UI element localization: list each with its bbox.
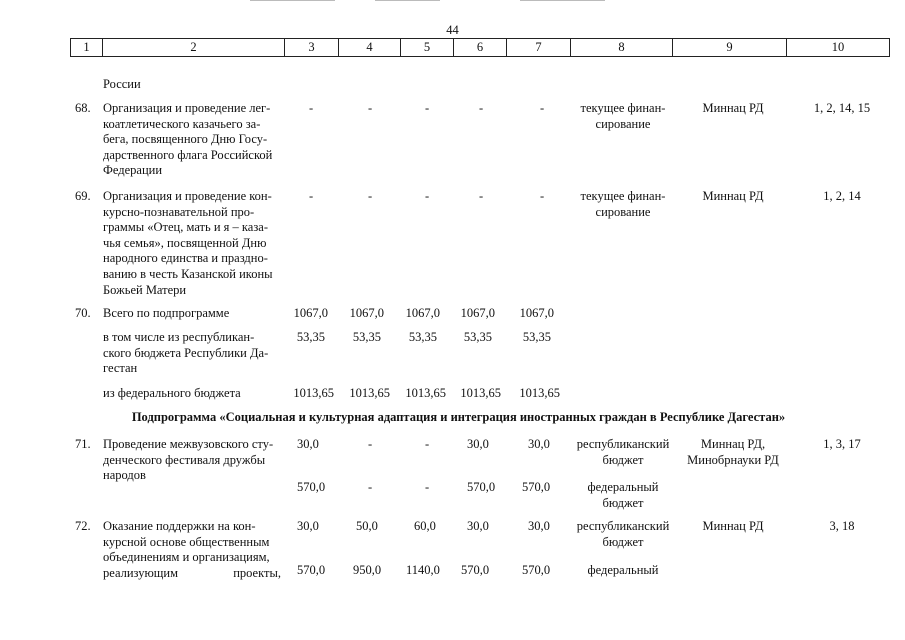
executor: Миннац РД [702, 101, 764, 115]
scan-artifact [250, 0, 335, 1]
row-name: Организация и проведение лег- коатлетического казачьего за- бега, посвященного Дню Госу- дарственного флага Российской Федерации [103, 101, 273, 178]
value-cell: - [309, 189, 314, 203]
value-cell: 1067,0 [293, 306, 328, 320]
value-cell: - [425, 437, 430, 451]
value-cell: - [368, 101, 373, 115]
row-number: 70. [75, 306, 91, 320]
value-cell: 1013,65 [519, 386, 560, 400]
row-number: 69. [75, 189, 91, 203]
row-name: Всего по подпрограмме [103, 306, 230, 320]
value-cell: 1013,65 [405, 386, 446, 400]
table-header [70, 38, 890, 57]
row-name: Организация и проведение кон- курсно-познавательной про- граммы «Отец, мать и я – каза- чья семья», посвященной Дню народного единства и праздно- ванию в честь Казанской иконы Божьей Матери [103, 189, 273, 297]
row-number: 68. [75, 101, 91, 115]
header-col-10: 10 [786, 39, 890, 56]
value-cell: 1013,65 [460, 386, 501, 400]
value-cell: - [425, 101, 430, 115]
value-cell: - [368, 189, 373, 203]
header-col-5: 5 [400, 39, 453, 56]
value-cell: - [309, 101, 314, 115]
value-cell: - [540, 101, 545, 115]
value-cell: 60,0 [414, 519, 436, 533]
value-cell: 30,0 [467, 519, 489, 533]
value-cell: 570,0 [522, 480, 551, 494]
indicators: 1, 3, 17 [823, 437, 861, 451]
value-cell: 53,35 [408, 330, 437, 344]
row-name: Оказание поддержки на кон- курсной основе общественным объединениям и организациям, реализующим проекты, [103, 519, 281, 580]
value-cell: 30,0 [528, 437, 550, 451]
executor: Миннац РД [702, 519, 764, 533]
value-cell: 570,0 [297, 480, 326, 494]
executor: Миннац РД, Минобрнауки РД [687, 437, 779, 467]
value-cell: 570,0 [522, 563, 551, 577]
value-cell: 30,0 [528, 519, 550, 533]
page-number: 44 [446, 23, 459, 37]
funding-source: текущее финан- сирование [580, 101, 666, 131]
header-col-7: 7 [506, 39, 570, 56]
value-cell: 1067,0 [519, 306, 554, 320]
value-cell: 570,0 [297, 563, 326, 577]
header-col-4: 4 [338, 39, 400, 56]
value-cell: - [368, 437, 373, 451]
value-cell: 1013,65 [293, 386, 334, 400]
value-cell: 30,0 [297, 437, 319, 451]
scan-artifact [375, 0, 440, 1]
funding-source: республиканский бюджет [576, 437, 670, 467]
funding-source: федеральный бюджет [587, 480, 659, 510]
value-cell: 30,0 [467, 437, 489, 451]
value-cell: 30,0 [297, 519, 319, 533]
value-cell: 1067,0 [405, 306, 440, 320]
value-cell: - [425, 189, 430, 203]
row-number: 71. [75, 437, 91, 451]
scan-artifact [520, 0, 605, 1]
value-cell: 1140,0 [406, 563, 440, 577]
funding-source: текущее финан- сирование [580, 189, 666, 219]
executor: Миннац РД [702, 189, 764, 203]
value-cell: 53,35 [522, 330, 551, 344]
value-cell: 53,35 [296, 330, 325, 344]
value-cell: 1067,0 [460, 306, 495, 320]
value-cell: - [479, 189, 484, 203]
row-name: из федерального бюджета [103, 386, 241, 400]
header-col-3: 3 [284, 39, 338, 56]
subprogram-heading: Подпрограмма «Социальная и культурная адаптация и интеграция иностранных граждан в Республике Дагестан» [131, 410, 786, 424]
value-cell: 570,0 [467, 480, 496, 494]
value-cell: - [540, 189, 545, 203]
value-cell: 50,0 [356, 519, 378, 533]
indicators: 1, 2, 14, 15 [813, 101, 871, 115]
value-cell: 53,35 [463, 330, 492, 344]
header-col-8: 8 [570, 39, 672, 56]
value-cell: 570,0 [461, 563, 490, 577]
value-cell: 53,35 [352, 330, 381, 344]
value-cell: 950,0 [353, 563, 382, 577]
value-cell: 1067,0 [349, 306, 384, 320]
header-col-1: 1 [70, 39, 102, 56]
value-cell: - [425, 480, 430, 494]
header-col-9: 9 [672, 39, 786, 56]
value-cell: - [368, 480, 373, 494]
value-cell: - [479, 101, 484, 115]
indicators: 1, 2, 14 [823, 189, 861, 203]
header-col-6: 6 [453, 39, 506, 56]
funding-source: республиканский бюджет [576, 519, 670, 549]
row-name: Проведение межвузовского сту- денческого фестиваля дружбы народов [103, 437, 274, 483]
value-cell: 1013,65 [349, 386, 390, 400]
row-number: 72. [75, 519, 91, 533]
continued-text: России [103, 77, 141, 91]
indicators: 3, 18 [829, 519, 855, 533]
row-name: в том числе из республикан- ского бюджета Республики Да- гестан [103, 330, 269, 376]
header-col-2: 2 [102, 39, 284, 56]
funding-source: федеральный [587, 563, 659, 577]
